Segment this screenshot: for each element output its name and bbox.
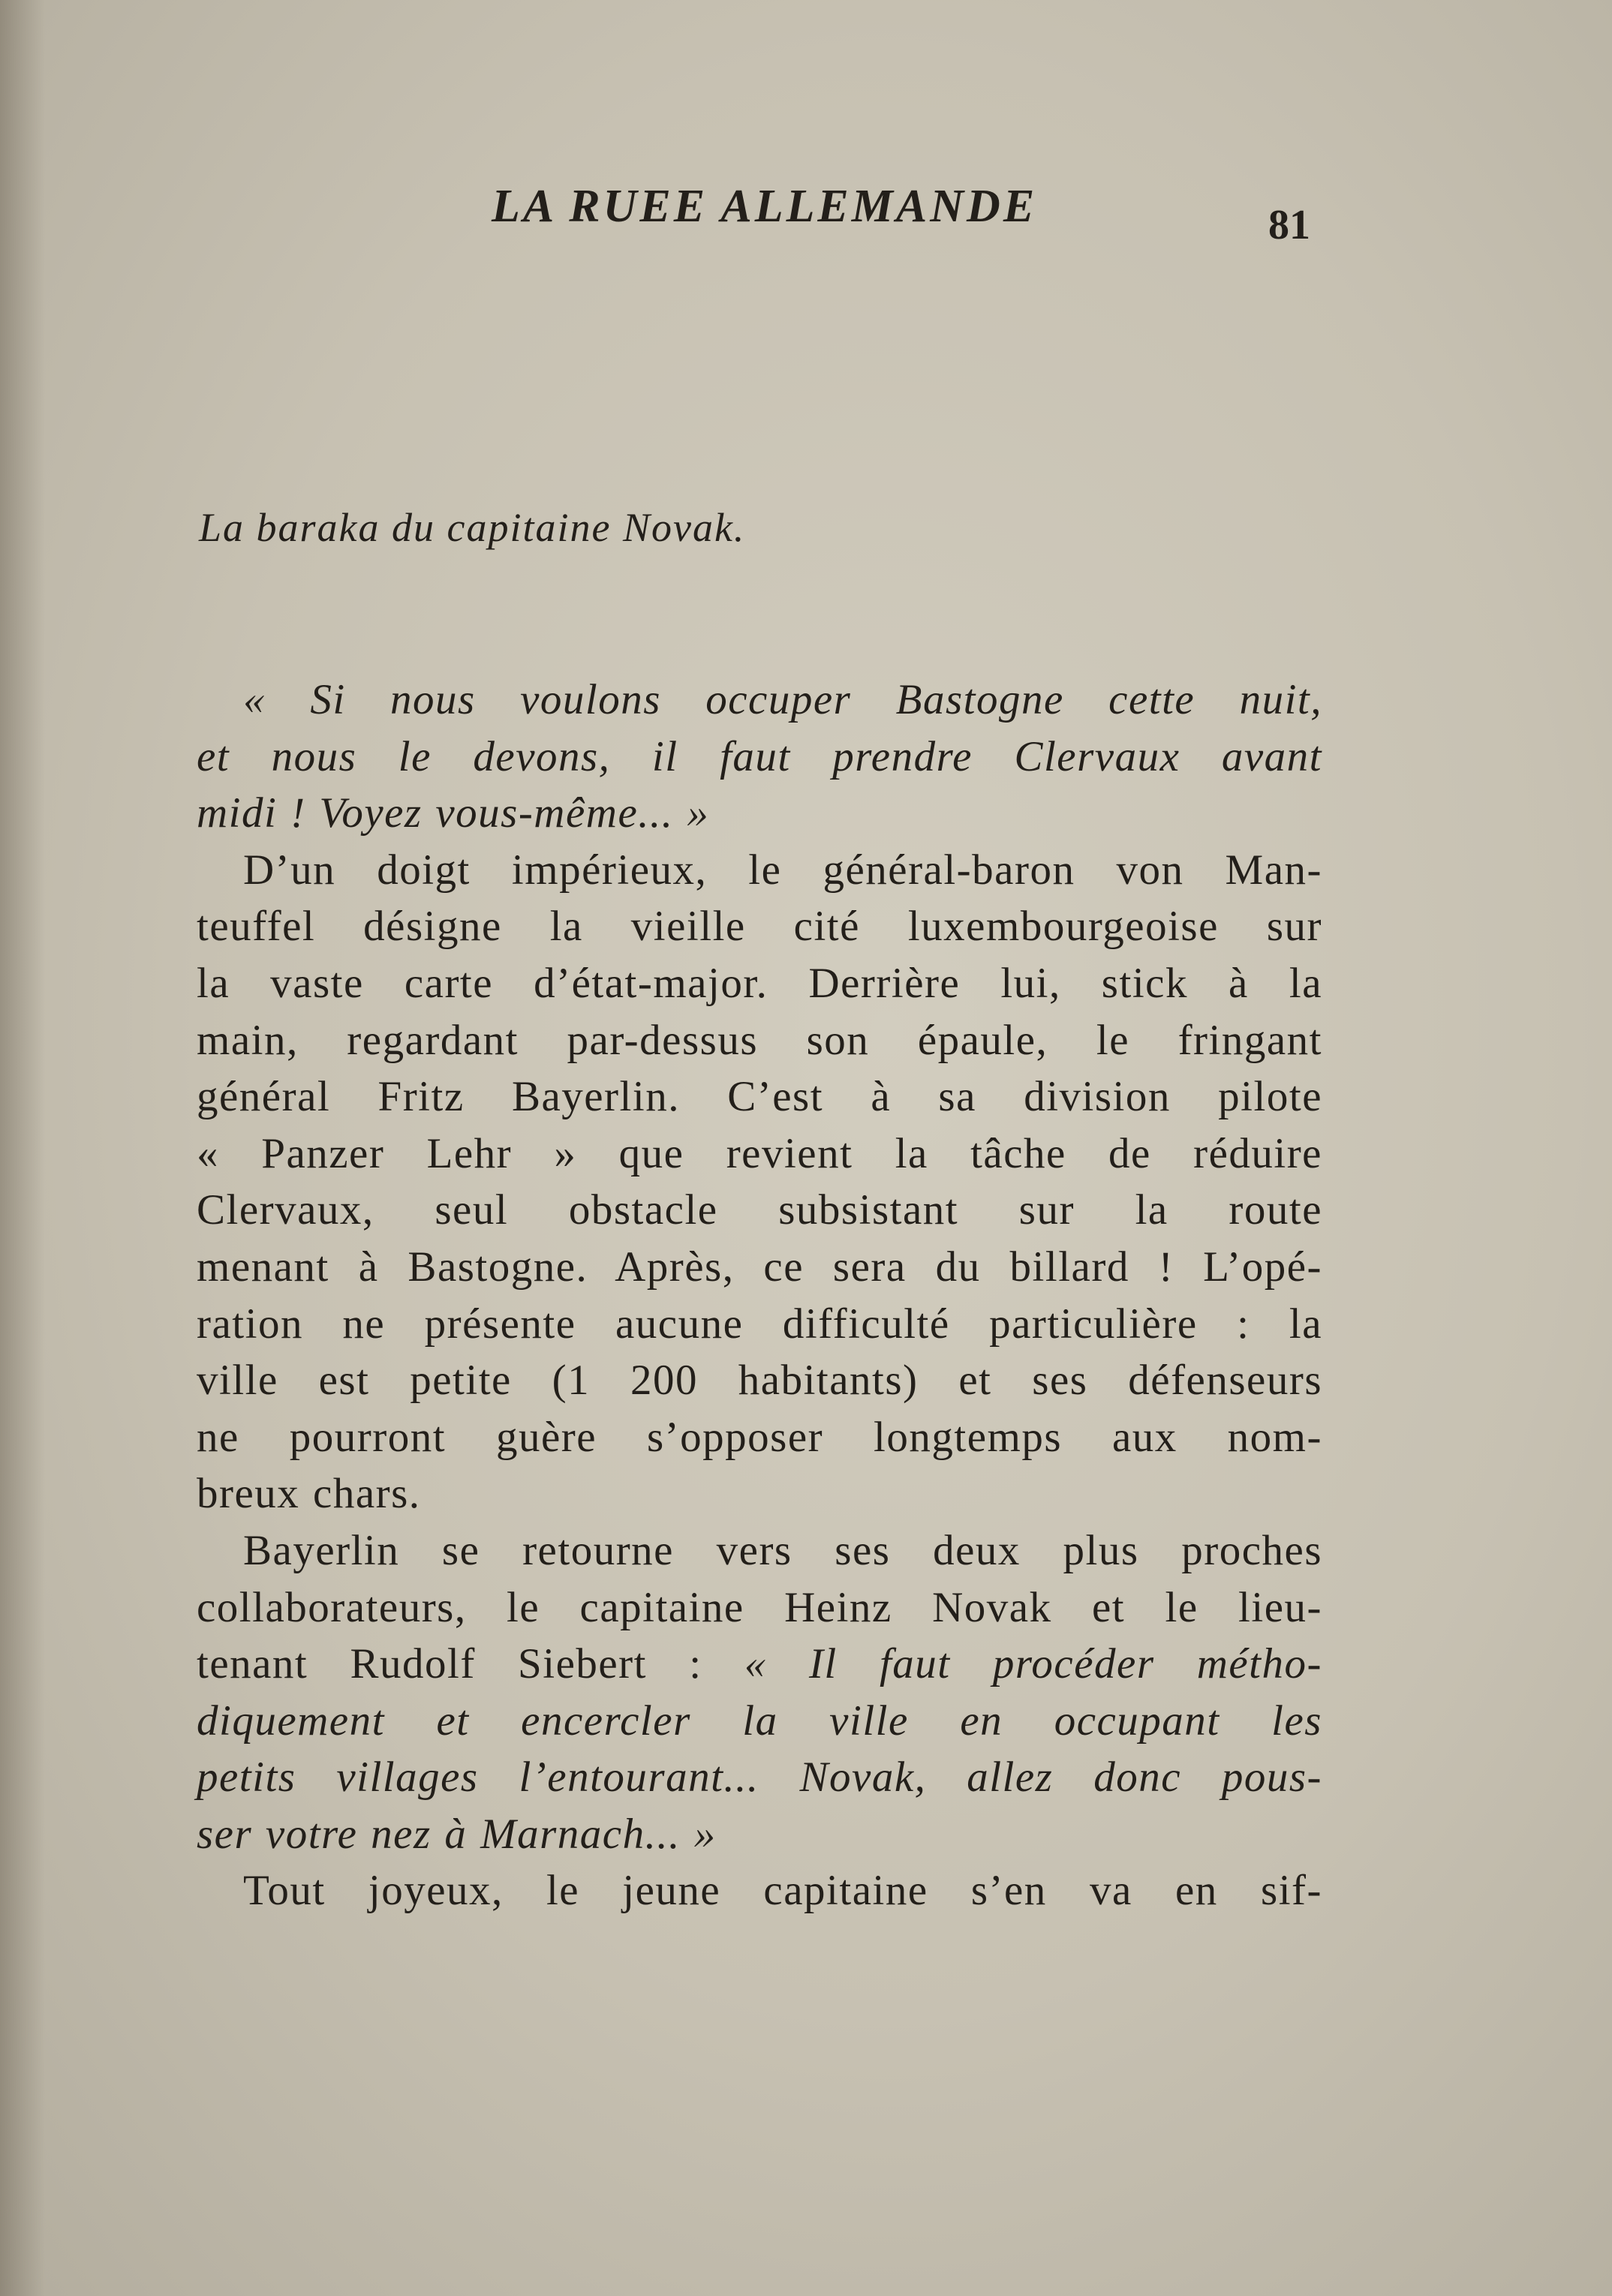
- text-line: breux chars.: [197, 1470, 421, 1518]
- text-line: diquement et encercler la ville en occupant les: [197, 1696, 1322, 1745]
- running-title: LA RUEE ALLEMANDE: [492, 181, 1038, 232]
- text-line: main, regardant par-dessus son épaule, le fringant: [197, 1016, 1322, 1064]
- page-edge-shadow: [0, 0, 45, 2296]
- text-line: « Si nous voulons occuper Bastogne cette nuit,: [243, 676, 1322, 723]
- text-line: Bayerlin se retourne vers ses deux plus proches: [243, 1526, 1322, 1574]
- section-title: La baraka du capitaine Novak.: [199, 505, 746, 550]
- text-line: ne pourront guère s’opposer longtemps aux nom-: [197, 1413, 1322, 1461]
- text-line: D’un doigt impérieux, le général-baron von Man-: [243, 846, 1322, 894]
- page-header: [0, 180, 1612, 248]
- text-line: Clervaux, seul obstacle subsistant sur la route: [197, 1186, 1322, 1234]
- text-line: petits villages l’entourant... Novak, allez donc pous-: [197, 1754, 1322, 1802]
- text-line: ration ne présente aucune difficulté particulière : la: [197, 1300, 1322, 1348]
- text-line: « Panzer Lehr » que revient la tâche de réduire: [197, 1129, 1322, 1177]
- text-segment: tenant Rudolf Siebert :: [197, 1640, 744, 1688]
- text-line: midi ! Voyez vous-même... »: [197, 789, 710, 837]
- text-line: Tout joyeux, le jeune capitaine s’en va en sif-: [243, 1867, 1322, 1915]
- text-line: collaborateurs, le capitaine Heinz Novak et le lieu-: [197, 1583, 1322, 1631]
- body-text: [197, 672, 1322, 1919]
- text-line: [197, 1636, 1322, 1693]
- text-line: teuffel désigne la vieille cité luxembourgeoise sur: [197, 903, 1322, 951]
- text-line: menant à Bastogne. Après, ce sera du billard ! L’opé-: [197, 1243, 1322, 1291]
- text-line: et nous le devons, il faut prendre Clervaux avant: [197, 732, 1322, 780]
- page-number: 81: [1268, 202, 1310, 248]
- text-line: ville est petite (1 200 habitants) et ses défenseurs: [197, 1357, 1322, 1405]
- text-line: ser votre nez à Marnach... »: [197, 1810, 717, 1858]
- text-line: la vaste carte d’état-major. Derrière lui, stick à la: [197, 959, 1322, 1007]
- quote-segment: « Il faut procéder métho-: [744, 1640, 1322, 1688]
- text-line: général Fritz Bayerlin. C’est à sa division pilote: [197, 1073, 1322, 1121]
